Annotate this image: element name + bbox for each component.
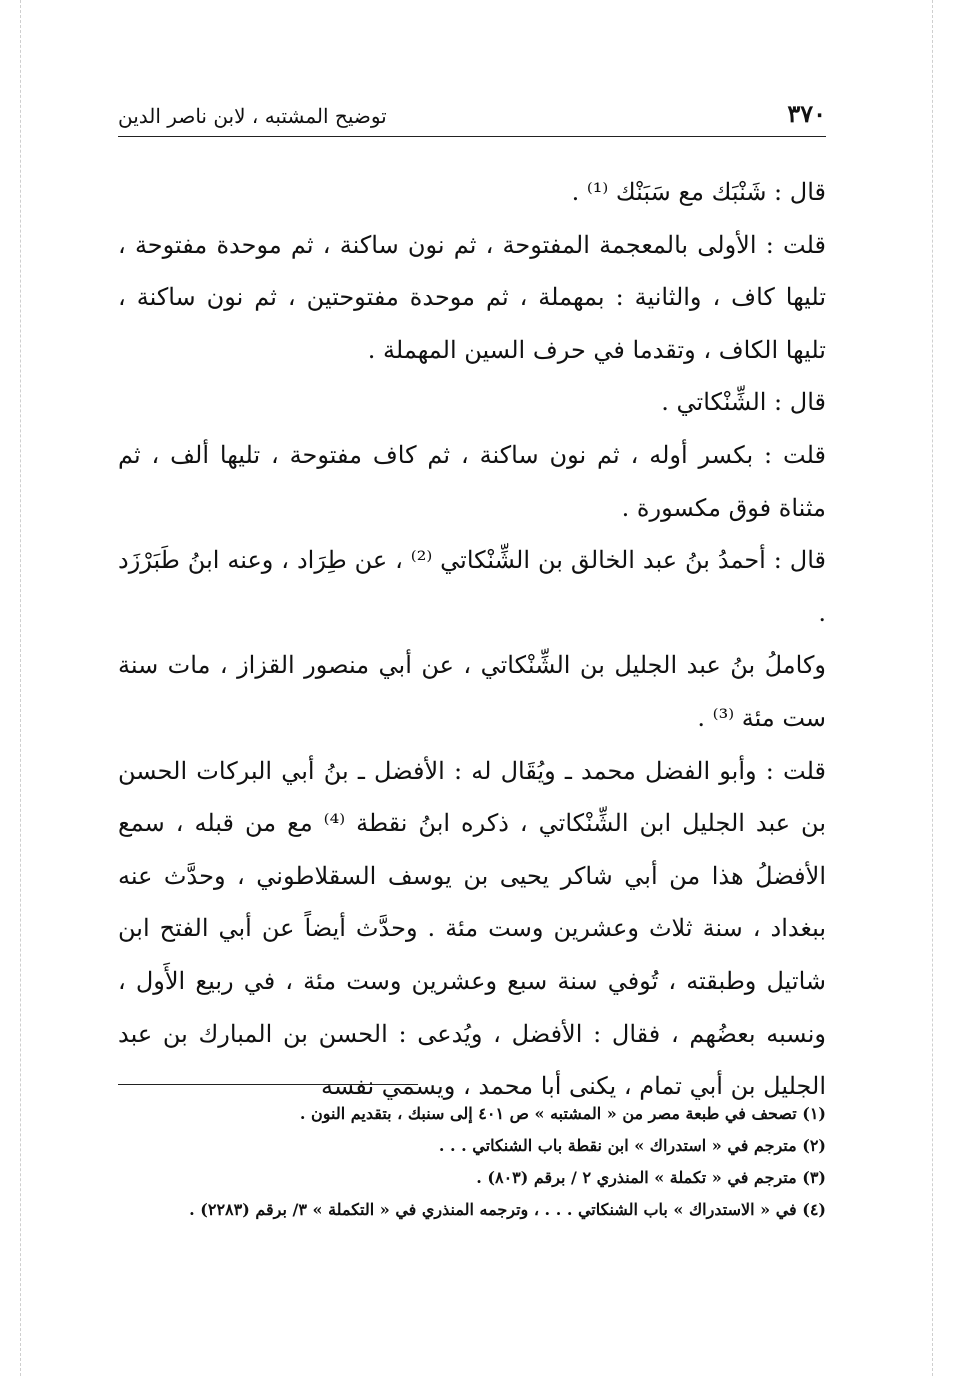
paragraph: قلت : وأبو الفضل محمد ـ ويُقَال له : الأفضل ـ بنُ أبي البركات الحسن بن عبد الجليل ابن الشِّنْكاتي ، ذكره ابنُ نقطة ⁽⁴⁾ مع من قبله ، سمع الأفضلُ هذا من أبي شاكر يحيى بن يوسف السقلاطوني ، وحدَّث عنه ببغداد ، سنة ثلاث وعشرين وست مئة . وحدَّث أيضاً عن أبي الفتح ابن شاتيل وطبقته ، تُوفي سنة سبع وعشرين وست مئة ، في ربيع الأَول ، ونسبه بعضُهم ، فقال : الأفضل ، ويُدعى : الحسن بن المبارك بن عبد الجليل بن أبي تمام ، يكنى أبا محمد ، ويسمي نفسه [118,756,827,1101]
paragraph: وكاملُ بنُ عبد الجليل بن الشِّنْكاتي ، عن أبي منصور القزاز ، مات سنة ست مئة ⁽³⁾ . [118,651,826,732]
paragraph: قلت : الأولى بالمعجمة المفتوحة ، ثم نون ساكنة ، ثم موحدة مفتوحة ، تليها كاف ، والثانية : بمهملة ، ثم موحدة مفتوحتين ، ثم نون ساكنة ، تليها الكاف ، وتقدما في حرف السين المهملة . [118,230,826,364]
book-page [118,80,826,1320]
footnote: (٢) مترجم في « استدراك » ابن نقطة باب الشنكاتي . . . [438,1136,826,1155]
paragraph: قلت : بكسر أوله ، ثم نون ساكنة ، ثم كاف مفتوحة ، تليها ألف ، ثم مثناة فوق مكسورة . [118,440,826,522]
paragraph: قال : أحمدُ بنُ عبد الخالق بن الشِّنْكاتي ⁽²⁾ ، عن طِرَاد ، وعنه ابنُ طَبَرْزَد . [118,546,827,627]
footnote: (٤) في « الاستدراك » باب الشنكاتي . . . ، وترجمه المنذري في « التكملة » ٣/ برقم (٢٢٨٣) . [189,1200,826,1219]
page-number: ٣٧٠ [787,99,826,128]
footnotes [118,1098,826,1226]
running-title: توضيح المشتبه ، لابن ناصر الدين [118,104,387,128]
footnote-separator [118,1084,418,1085]
page-header [118,92,826,137]
paragraph: قال : شَنْبَك مع سَبَنْك ⁽¹⁾ . [571,178,826,206]
body-text [118,166,826,1113]
paragraph: قال : الشِّنْكاتي . [661,388,826,417]
footnote: (١) تصحف في طبعة مصر من « المشتبه » ص ٤٠١ إلى سنبك ، بتقديم النون . [299,1104,826,1123]
scan-border-left [20,0,21,1376]
scan-border-right [932,0,933,1376]
footnote: (٣) مترجم في « تكملة » المنذري ٢ / برقم (٨٠٣) . [476,1168,826,1187]
